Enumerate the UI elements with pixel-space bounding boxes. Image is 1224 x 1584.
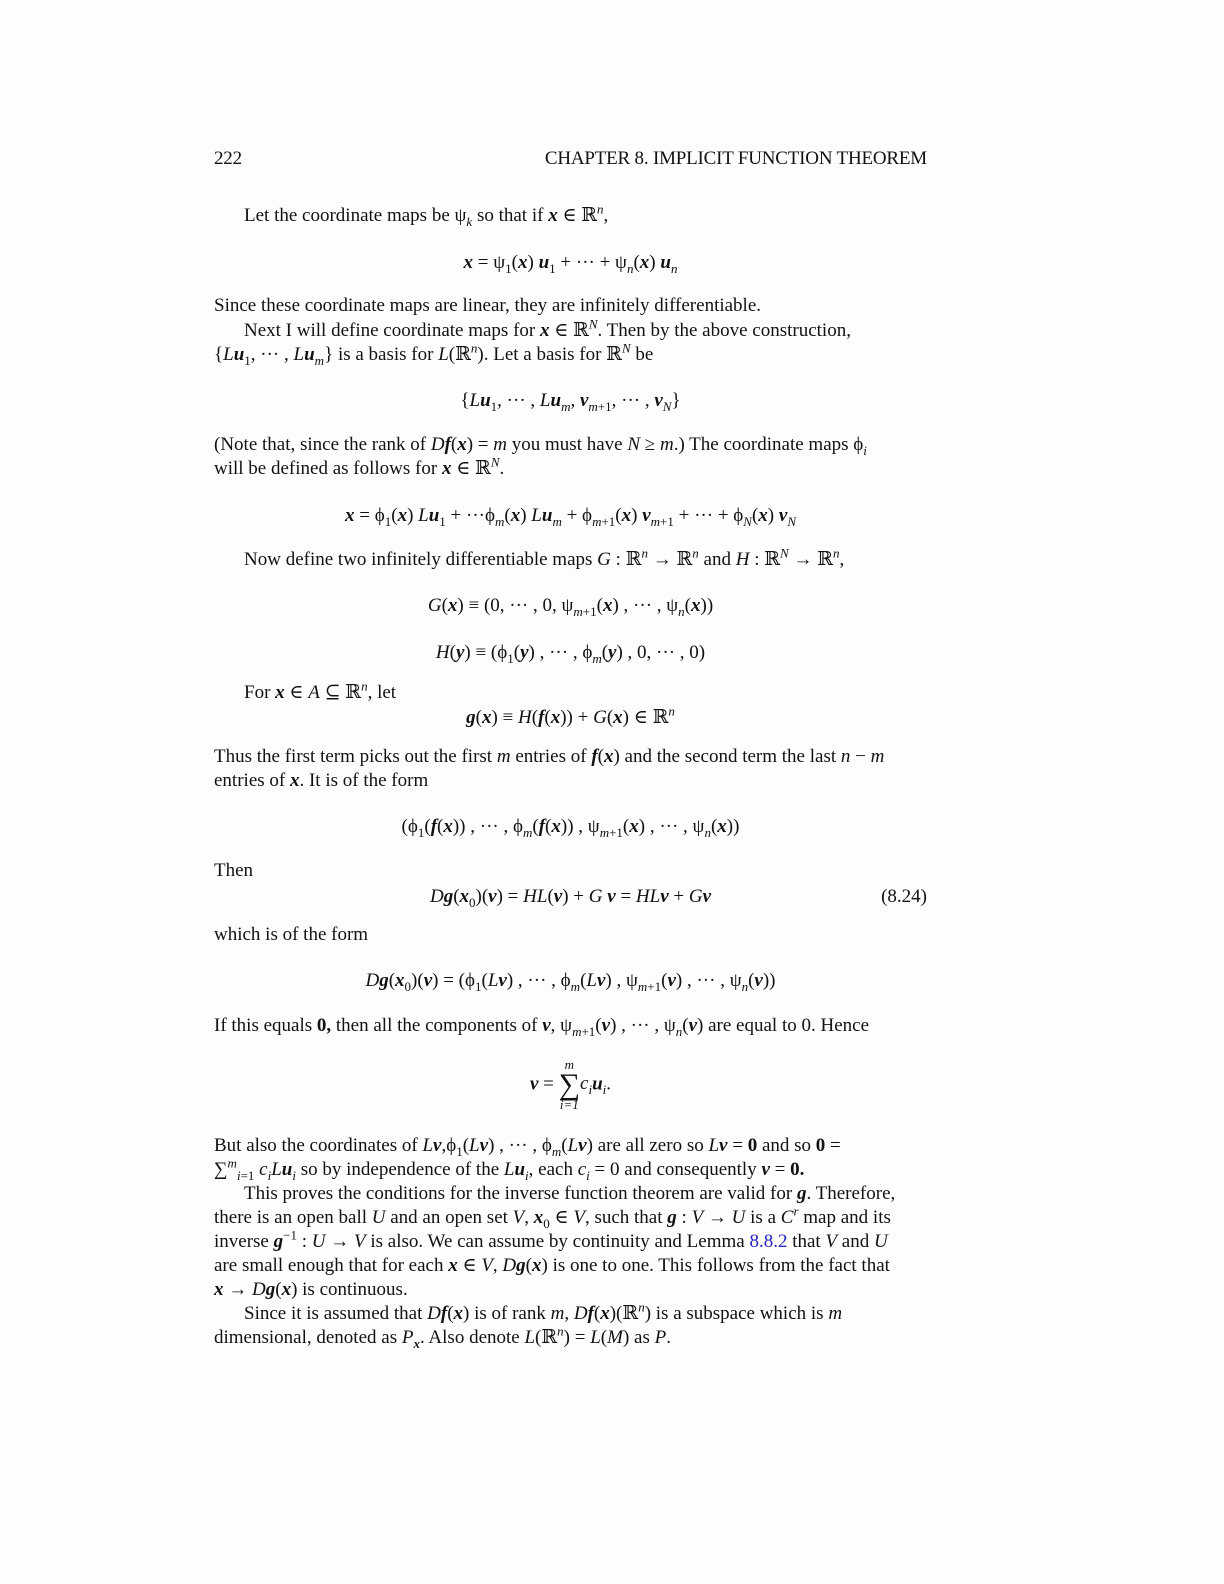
paragraph-for-x: For x ∈ A ⊆ ℝ$^n$, let xyxy=(244,678,397,703)
equation-phi: $x = \phi_1(x) Lu_1 + \cdot\cdot\cdot\phi_m(x) Lu_m + \phi_{m+1}(x) v_{m+1}$ + ··· + $\phi_N(x)$ $v_N$ xyxy=(345,505,796,529)
paragraph-but-also-2: ∑$^m_{i=1}$ $c_iLu_i$ so by independence of the $Lu_i$, each $c_i = 0$ and consequently v = 0. xyxy=(214,1155,805,1183)
text-which: which is of the form xyxy=(214,924,369,945)
paragraph-inverse-1: This proves the conditions for the inverse function theorem are valid for g. Therefore, xyxy=(244,1183,896,1204)
paragraph-define-maps-2: {$Lu_1$, ··· , $Lu_m$} is a basis for L(ℝ$^n$). Let a basis for ℝ$^N$ be xyxy=(214,340,654,368)
paragraph-note-2: will be defined as follows for x ∈ ℝ$^N$. xyxy=(214,454,505,479)
paragraph-linear: Since these coordinate maps are linear, they are infinitely differentiable. xyxy=(214,295,762,316)
equation-H: $H(y) \equiv (\phi_1(y)$ , ··· , $\phi_m(y)$ , 0, ··· , 0) xyxy=(435,642,706,666)
equation-G: G(x) ≡ (0, ··· , 0, $\psi_{m+1}(x)$ , ··· , $\psi_n(x)$) xyxy=(427,595,714,619)
paragraph-first-term: Thus the first term picks out the first m entries of f(x) and the second term the last n − m xyxy=(214,746,885,767)
equation-number: (8.24) xyxy=(881,886,927,907)
paragraph-inverse-5: x → Dg(x) is continuous. xyxy=(214,1279,408,1300)
paragraph-inverse-2: there is an open ball U and an open set V, $x_0$ ∈ V, such that g : V → U is a $C^r$ map and its xyxy=(214,1203,891,1231)
equation-dg-form: $Dg(x_0)(v) = (\phi_1(Lv)$ , ··· , $\phi_m(Lv)$ , $\psi_{m+1}(v)$ , ··· , $\psi_n(v)$) xyxy=(365,970,776,994)
lemma-link[interactable]: 8.8.2 xyxy=(749,1231,788,1252)
equation-8-24: $Dg(x_0)(v) = HL(v) + G$ v = HLv + Gv xyxy=(429,886,712,910)
page-number: 222 xyxy=(214,148,242,169)
paragraph-inverse-3: inverse $g^{-1}$ : U → V is also. We can assume by continuity and Lemma 8.8.2 that V and U xyxy=(214,1227,888,1252)
equation-basis: {$Lu_1$, ··· , $Lu_m$, $v_{m+1}$, ··· , $v_N$} xyxy=(460,390,681,414)
equation-g: g(x) ≡ H(f(x)) + G(x) ∈ ℝ$^n$ xyxy=(466,703,675,728)
paragraph-two-maps: Now define two infinitely differentiable maps G : ℝ$^n$ → ℝ$^n$ and H : ℝ$^N$ → ℝ$^n$, xyxy=(244,545,845,570)
equation-sum: v = m ∑ i=1 $c_iu_i$. xyxy=(529,1057,612,1112)
paragraph-inverse-4: are small enough that for each x ∈ V, Dg(x) is one to one. This follows from the fact that xyxy=(214,1255,890,1276)
paragraph-define-maps: Next I will define coordinate maps for x ∈ ℝ$^N$. Then by the above construction, xyxy=(244,316,851,341)
paragraph-coordinate-maps: Let the coordinate maps be $\psi_k$ so that if x ∈ ℝ$^n$, xyxy=(244,201,609,229)
paragraph-note: (Note that, since the rank of Df(x) = m you must have N ≥ m.) The coordinate maps $\phi_i$ xyxy=(214,434,867,458)
paragraph-rank-1: Since it is assumed that Df(x) is of rank m, Df(x)(ℝ$^n$) is a subspace which is m xyxy=(244,1299,843,1324)
equation-form: ($\phi_1(f(x))$ , ··· , $\phi_m(f(x))$ , $\psi_{m+1}(x)$ , ··· , $\psi_n(x)$) xyxy=(401,816,740,840)
paragraph-rank-2: dimensional, denoted as $P_x$. Also denote L(ℝ$^n$) = L(M) as P. xyxy=(214,1323,671,1351)
paragraph-first-term-2: entries of x. It is of the form xyxy=(214,770,429,791)
text-then: Then xyxy=(214,860,254,881)
paragraph-equals-zero: If this equals 0, then all the components of v, $\psi_{m+1}(v)$ , ··· , $\psi_n(v)$ are equal to 0. Hence xyxy=(214,1015,869,1039)
running-header xyxy=(214,148,927,170)
paragraph-but-also: But also the coordinates of $Lv,\phi_1(Lv)$ , ··· , $\phi_m(Lv)$ are all zero so Lv = 0 and so 0 = xyxy=(214,1135,841,1159)
equation-1: $x = \psi_1(x) u_1$ + ··· + $\psi_n(x)$ $u_n$ xyxy=(463,252,678,276)
chapter-title: CHAPTER 8. IMPLICIT FUNCTION THEOREM xyxy=(544,148,927,169)
